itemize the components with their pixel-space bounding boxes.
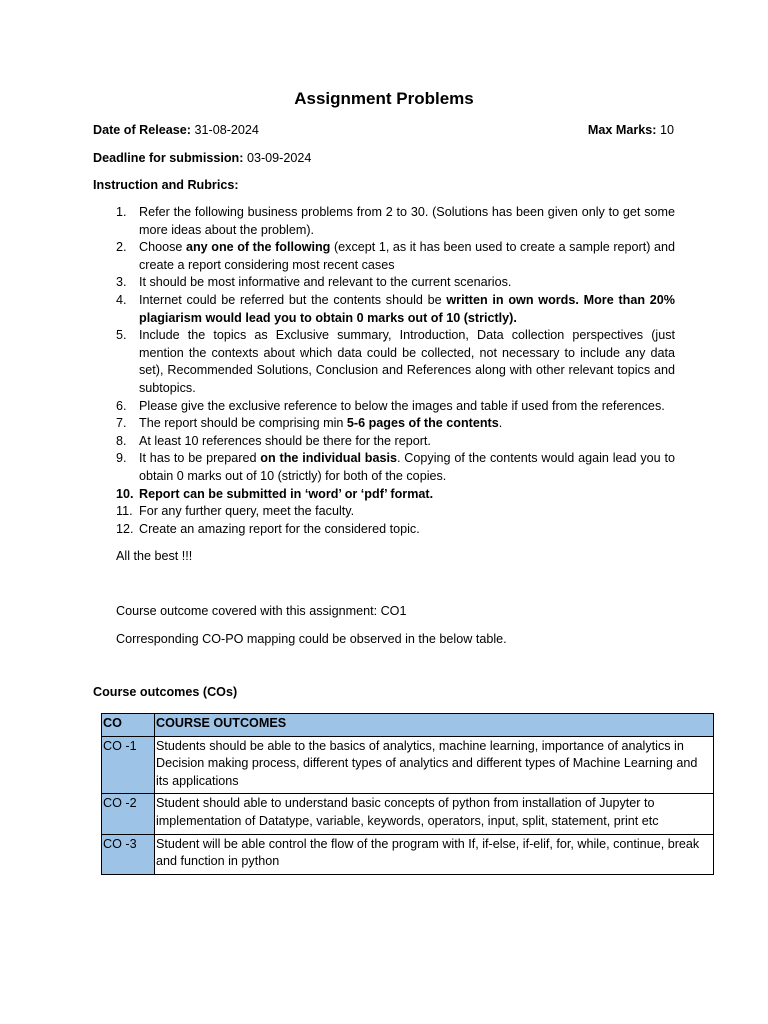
co-section-heading: Course outcomes (COs) <box>93 685 238 699</box>
list-item-text: Internet could be referred but the contents should be <box>139 292 447 307</box>
list-item-text: Refer the following business problems from 2 to 30. (Solutions has been given only to get some more ideas about the problem). <box>139 205 675 237</box>
list-item <box>93 415 675 433</box>
co-header-cell: CO <box>102 714 155 737</box>
list-item-text: Create an amazing report for the considered topic. <box>139 521 420 536</box>
co-id-cell: CO -3 <box>102 834 155 874</box>
closing-note: All the best !!! <box>116 549 193 563</box>
co-id-cell: CO -2 <box>102 794 155 834</box>
max-marks <box>588 123 674 137</box>
list-item <box>93 327 675 397</box>
max-marks-label: Max Marks: <box>587 123 657 137</box>
outcome-cell: Students should be able to the basics of analytics, machine learning, importance of analytics in Decision making process, different types of analytics and different types of Machine Learning and its applications <box>155 736 714 794</box>
list-item <box>93 521 675 539</box>
page-title: Assignment Problems <box>294 89 474 108</box>
list-item-text: At least 10 references should be there for the report. <box>139 433 431 448</box>
list-item <box>93 503 675 521</box>
list-item-text: . Copying of the contents would again lead you to obtain 0 marks out of 10 (strictly) for both of the copies. <box>139 451 675 483</box>
list-item-text: . <box>498 416 503 431</box>
list-item-number: 10. <box>116 486 134 501</box>
list-item-text: Choose <box>139 240 186 255</box>
table-row <box>102 794 714 834</box>
list-item <box>93 398 675 416</box>
instructions-heading: Instruction and Rubrics: <box>93 178 239 192</box>
list-item-number: 9. <box>116 451 127 466</box>
max-marks-value: 10 <box>659 123 674 137</box>
deadline-value: 03-09-2024 <box>246 151 312 165</box>
list-item-emphasis: written in own words. More than 20% plagiarism would lead you to obtain 0 marks out of 10 (strictly). <box>139 292 675 325</box>
outcome-covered: Course outcome covered with this assignment: CO1 <box>116 604 407 618</box>
list-item-text: The report should be comprising min <box>139 416 347 431</box>
list-item-text: Please give the exclusive reference to below the images and table if used from the references. <box>139 398 665 413</box>
list-item-number: 5. <box>116 328 127 343</box>
list-item-number: 6. <box>116 398 127 413</box>
list-item-number: 7. <box>116 416 127 431</box>
list-item <box>93 486 675 504</box>
list-item-number: 2. <box>116 240 127 255</box>
list-item-emphasis: 5-6 pages of the contents <box>346 416 499 431</box>
mapping-note: Corresponding CO-PO mapping could be observed in the below table. <box>116 632 507 646</box>
table-row <box>102 736 714 794</box>
list-item-emphasis: any one of the following <box>185 240 331 255</box>
list-item <box>93 450 675 485</box>
co-id-cell: CO -1 <box>102 736 155 794</box>
list-item-text: It should be most informative and relevant to the current scenarios. <box>139 275 512 290</box>
list-item-emphasis: on the individual basis <box>260 451 397 466</box>
list-item-text: For any further query, meet the faculty. <box>139 504 355 519</box>
course-outcomes-table <box>101 713 714 875</box>
list-item-number: 8. <box>116 433 127 448</box>
deadline <box>93 151 311 165</box>
outcome-cell: Student should able to understand basic concepts of python from installation of Jupyter to implementation of Datatype, variable, keywords, operators, input, split, statement, print etc <box>155 794 714 834</box>
table-header-row <box>102 714 714 737</box>
outcome-cell: Student will be able control the flow of the program with If, if-else, if-elif, for, while, continue, break and function in python <box>155 834 714 874</box>
list-item-number: 12. <box>116 521 134 536</box>
list-item-number: 3. <box>116 275 127 290</box>
list-item <box>93 433 675 451</box>
instructions-list <box>93 204 675 538</box>
list-item <box>93 292 675 327</box>
list-item <box>93 204 675 239</box>
table-row <box>102 834 714 874</box>
list-item <box>93 274 675 292</box>
list-item-text: Include the topics as Exclusive summary, Introduction, Data collection perspectives (just mention the contexts about which data could be collected, not necessary to include any data set), Recommended Solutions, Conclusion and References along with other relevant topics and subtopics. <box>139 328 675 395</box>
list-item-text: Report can be submitted in ‘word’ or ‘pdf’ format. <box>139 486 434 501</box>
release-date <box>93 123 259 137</box>
release-label: Date of Release: <box>93 123 191 137</box>
release-value: 31-08-2024 <box>194 123 259 137</box>
list-item-number: 4. <box>116 292 127 307</box>
list-item-number: 11. <box>116 504 133 519</box>
list-item-text: (except 1, as it has been used to create a sample report) and create a report considering most recent cases <box>139 240 675 272</box>
outcome-header-cell: COURSE OUTCOMES <box>155 714 714 737</box>
deadline-label: Deadline for submission: <box>93 151 244 165</box>
list-item <box>93 239 675 274</box>
list-item-number: 1. <box>116 205 127 219</box>
list-item-text: It has to be prepared <box>139 451 261 466</box>
